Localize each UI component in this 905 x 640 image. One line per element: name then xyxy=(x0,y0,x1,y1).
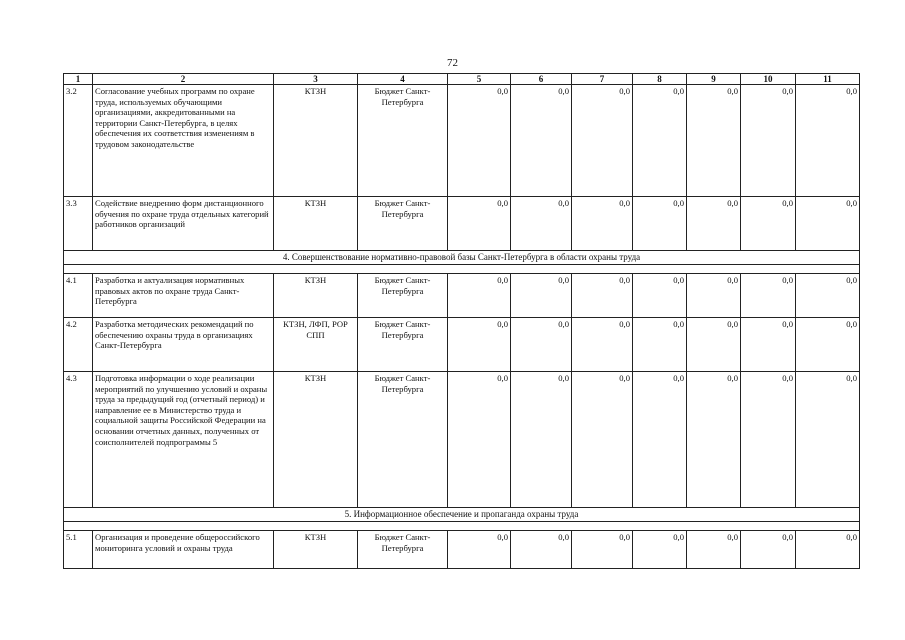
spacer-cell xyxy=(64,522,860,531)
row-executor: КТЗН, ЛФП, РОР СПП xyxy=(274,318,358,372)
row-source: Бюджет Санкт-Петербурга xyxy=(358,85,448,197)
table-row xyxy=(64,274,860,318)
row-value: 0,0 xyxy=(511,274,572,318)
row-value: 0,0 xyxy=(687,85,741,197)
row-value: 0,0 xyxy=(511,85,572,197)
row-value: 0,0 xyxy=(741,274,796,318)
row-value: 0,0 xyxy=(687,531,741,569)
column-header: 3 xyxy=(274,74,358,85)
spacer-row xyxy=(64,265,860,274)
row-executor: КТЗН xyxy=(274,274,358,318)
column-header: 5 xyxy=(448,74,511,85)
row-name: Подготовка информации о ходе реализации мероприятий по улучшению условий и охраны труда за предыдущий год (отчетный период) и направление ее в Министерство труда и социальной защиты Российской Федерации на основании отчетных данных, полученных от соисполнителей подпрограммы 5 xyxy=(93,372,274,508)
row-name: Организация и проведение общероссийского мониторинга условий и охраны труда xyxy=(93,531,274,569)
row-value: 0,0 xyxy=(741,531,796,569)
section-row xyxy=(64,508,860,522)
row-value: 0,0 xyxy=(687,274,741,318)
row-value: 0,0 xyxy=(741,318,796,372)
row-value: 0,0 xyxy=(741,197,796,251)
column-header: 2 xyxy=(93,74,274,85)
table-row xyxy=(64,372,860,508)
row-executor: КТЗН xyxy=(274,531,358,569)
column-header: 1 xyxy=(64,74,93,85)
row-source: Бюджет Санкт-Петербурга xyxy=(358,197,448,251)
column-header: 6 xyxy=(511,74,572,85)
row-number: 3.3 xyxy=(64,197,93,251)
program-table xyxy=(63,73,860,569)
row-value: 0,0 xyxy=(796,197,860,251)
column-header: 8 xyxy=(633,74,687,85)
row-number: 4.2 xyxy=(64,318,93,372)
row-value: 0,0 xyxy=(796,372,860,508)
row-value: 0,0 xyxy=(572,85,633,197)
spacer-cell xyxy=(64,265,860,274)
row-executor: КТЗН xyxy=(274,197,358,251)
column-header: 11 xyxy=(796,74,860,85)
section-title: 4. Совершенствование нормативно-правовой базы Санкт-Петербурга в области охраны труда xyxy=(64,251,860,265)
section-title: 5. Информационное обеспечение и пропаганда охраны труда xyxy=(64,508,860,522)
row-source: Бюджет Санкт-Петербурга xyxy=(358,318,448,372)
row-value: 0,0 xyxy=(511,531,572,569)
row-value: 0,0 xyxy=(448,318,511,372)
row-name: Разработка и актуализация нормативных правовых актов по охране труда Санкт-Петербурга xyxy=(93,274,274,318)
row-value: 0,0 xyxy=(633,318,687,372)
row-value: 0,0 xyxy=(511,372,572,508)
row-number: 4.1 xyxy=(64,274,93,318)
table-row xyxy=(64,531,860,569)
spacer-row xyxy=(64,522,860,531)
row-value: 0,0 xyxy=(796,274,860,318)
row-number: 3.2 xyxy=(64,85,93,197)
row-value: 0,0 xyxy=(572,197,633,251)
row-number: 5.1 xyxy=(64,531,93,569)
row-value: 0,0 xyxy=(572,318,633,372)
row-source: Бюджет Санкт-Петербурга xyxy=(358,274,448,318)
row-value: 0,0 xyxy=(572,274,633,318)
row-value: 0,0 xyxy=(687,318,741,372)
row-value: 0,0 xyxy=(796,85,860,197)
row-source: Бюджет Санкт-Петербурга xyxy=(358,372,448,508)
row-value: 0,0 xyxy=(633,372,687,508)
column-header: 7 xyxy=(572,74,633,85)
row-executor: КТЗН xyxy=(274,85,358,197)
row-name: Разработка методических рекомендаций по обеспечению охраны труда в организациях Санкт-Петербурга xyxy=(93,318,274,372)
column-header: 4 xyxy=(358,74,448,85)
row-source: Бюджет Санкт-Петербурга xyxy=(358,531,448,569)
row-value: 0,0 xyxy=(511,318,572,372)
section-row xyxy=(64,251,860,265)
row-value: 0,0 xyxy=(687,197,741,251)
table-row xyxy=(64,197,860,251)
row-value: 0,0 xyxy=(796,531,860,569)
row-name: Содействие внедрению форм дистанционного обучения по охране труда отдельных категорий работников организаций xyxy=(93,197,274,251)
row-value: 0,0 xyxy=(448,531,511,569)
row-value: 0,0 xyxy=(633,197,687,251)
row-value: 0,0 xyxy=(448,372,511,508)
header-row xyxy=(64,74,860,85)
row-value: 0,0 xyxy=(741,85,796,197)
table-row xyxy=(64,318,860,372)
row-value: 0,0 xyxy=(572,531,633,569)
row-value: 0,0 xyxy=(633,274,687,318)
row-value: 0,0 xyxy=(448,274,511,318)
row-value: 0,0 xyxy=(687,372,741,508)
row-value: 0,0 xyxy=(448,197,511,251)
row-executor: КТЗН xyxy=(274,372,358,508)
row-name: Согласование учебных программ по охране труда, используемых обучающими организациями, аккредитованными на территории Санкт-Петербурга, в целях обеспечения их соответствия изменениям в трудовом законодательстве xyxy=(93,85,274,197)
page-number: 72 xyxy=(447,57,458,69)
row-value: 0,0 xyxy=(572,372,633,508)
row-value: 0,0 xyxy=(633,85,687,197)
row-number: 4.3 xyxy=(64,372,93,508)
row-value: 0,0 xyxy=(741,372,796,508)
column-header: 10 xyxy=(741,74,796,85)
column-header: 9 xyxy=(687,74,741,85)
row-value: 0,0 xyxy=(633,531,687,569)
row-value: 0,0 xyxy=(796,318,860,372)
row-value: 0,0 xyxy=(448,85,511,197)
table-row xyxy=(64,85,860,197)
row-value: 0,0 xyxy=(511,197,572,251)
